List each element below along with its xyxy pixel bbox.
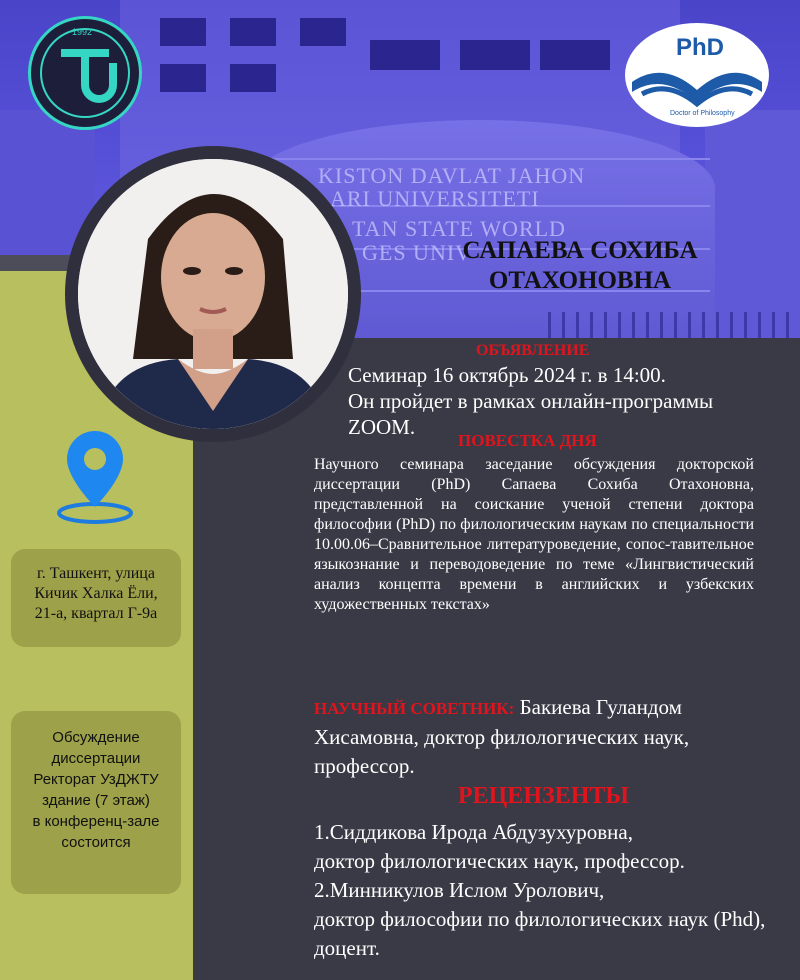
- person-name: [430, 236, 730, 296]
- phd-logo: [618, 20, 776, 130]
- address-line: 21-а, квартал Г-9а: [34, 605, 158, 622]
- reviewer-title: доктор философии по филологических наук (Phd), доцент.: [314, 907, 766, 960]
- fence: [548, 312, 800, 338]
- phd-logo-title: PhD: [676, 34, 724, 61]
- discussion-line: в конференц-зале: [32, 813, 160, 830]
- advisor-block: [314, 693, 754, 781]
- announcement-line: ZOOM.: [348, 415, 416, 439]
- discussion-line: диссертации: [51, 750, 141, 767]
- announcement-text: [348, 362, 768, 440]
- reviewer-name: 1.Сиддикова Ирода Абдузухуровна,: [314, 820, 633, 844]
- sign-line: GES UNIV: [362, 240, 473, 265]
- address-line: г. Ташкент, улица: [37, 565, 155, 582]
- discussion-line: Обсуждение: [52, 729, 140, 746]
- agenda-text: Научного семинара заседание обсуждения докторской диссертации (PhD) Сапаева Сохиба Отахоновна, представленной на соискание ученой степени доктора философии (PhD) по филологическим наукам по специальности 10.00.06–Сравнительное литературоведение, сопос-тавительное языкознание и переводоведение по теме «Лингвистический анализ концепта времени в английских и узбекских художественных текстах»: [314, 456, 754, 613]
- right-wing: [705, 110, 800, 338]
- logo-year: 1992: [72, 27, 93, 37]
- name-line: ОТАХОНОВНА: [488, 267, 672, 294]
- discussion-line: Ректорат УзДЖТУ: [33, 771, 159, 788]
- reviewer-title: доктор филологических наук, профессор.: [314, 849, 685, 873]
- discussion-line: здание (7 этаж): [42, 792, 150, 809]
- advisor-label: НАУЧНЫЙ СОВЕТНИК:: [314, 699, 515, 718]
- sign-line: KISTON DAVLAT JAHON: [318, 163, 586, 188]
- sign-line: TAN STATE WORLD: [352, 216, 566, 241]
- announcement-heading: ОБЪЯВЛЕНИЕ: [476, 342, 590, 359]
- announcement-line: Семинар 16 октябрь 2024 г. в 14:00.: [348, 363, 666, 387]
- phd-logo-subtitle: Doctor of Philosophy: [670, 110, 735, 117]
- address-box: [11, 549, 181, 647]
- discussion-line: состоится: [61, 834, 131, 851]
- location-pin-icon: [55, 427, 135, 527]
- address-line: Кичик Халка Ёли,: [34, 585, 158, 602]
- advisor-text: Бакиева Гуландом Хисамовна, доктор филологических наук, профессор.: [314, 695, 690, 778]
- reviewer-name: 2.Минникулов Ислом Уролович,: [314, 878, 605, 902]
- reviewers-heading: РЕЦЕНЗЕНТЫ: [458, 783, 629, 809]
- university-logo: [28, 16, 142, 130]
- reviewers-list: [314, 818, 774, 963]
- name-line: САПАЕВА СОХИБА: [462, 237, 698, 264]
- sign-line: ARI UNIVERSITETI: [330, 186, 540, 211]
- agenda-heading: ПОВЕСТКА ДНЯ: [458, 431, 597, 450]
- discussion-box: [11, 711, 181, 894]
- announcement-line: Он пройдет в рамках онлайн-программы: [348, 389, 714, 413]
